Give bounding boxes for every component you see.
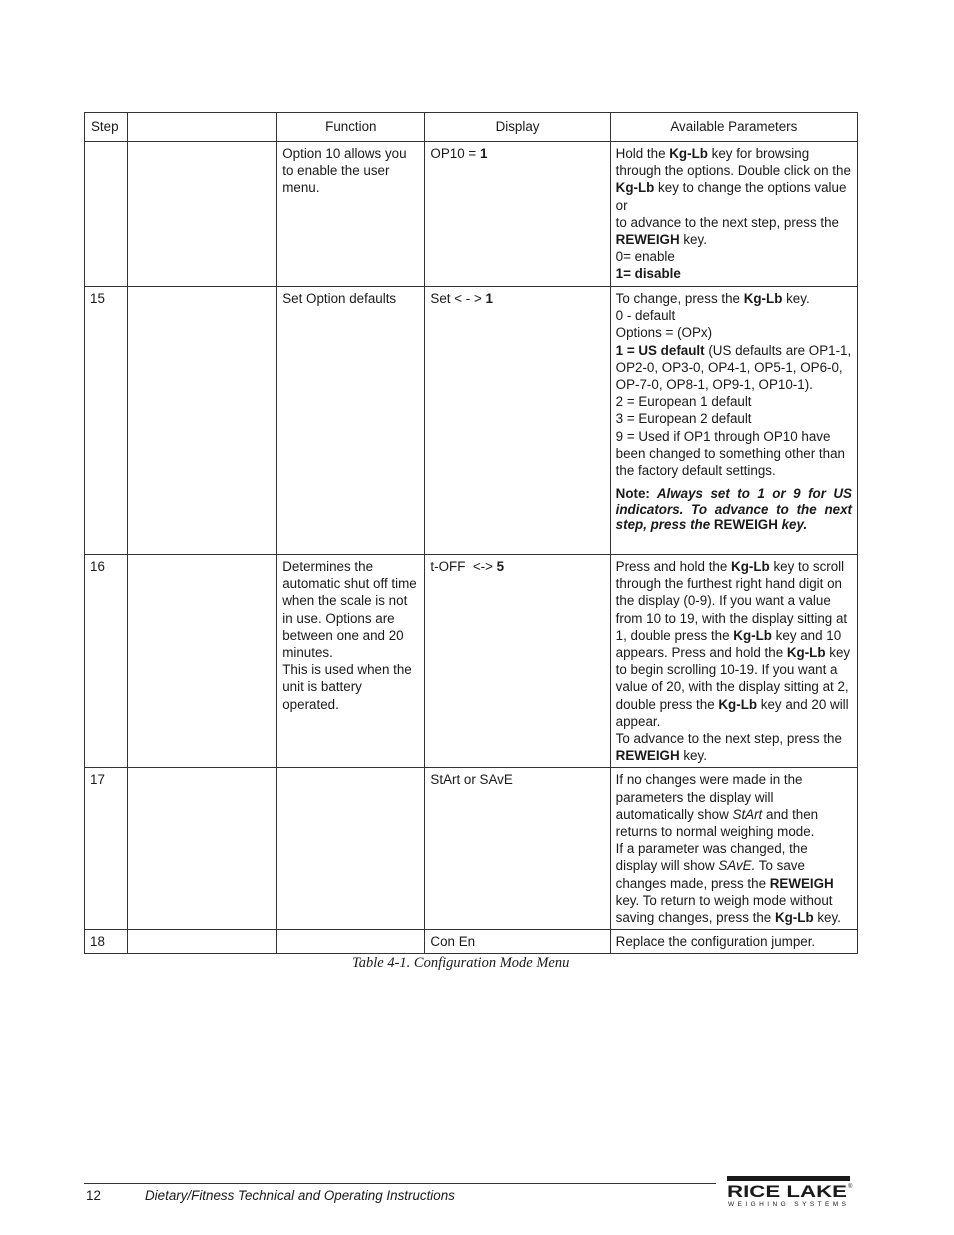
display-cell: OP10 = 1: [425, 142, 610, 287]
footer-title: Dietary/Fitness Technical and Operating Instructions: [145, 1188, 455, 1203]
table-row-18: [85, 930, 858, 954]
step-cell: 17: [85, 768, 128, 930]
function-cell: [277, 930, 425, 954]
table-row-17: [85, 768, 858, 930]
params-cell: If no changes were made in the parameters the display will automatically show StArt and then returns to normal weighing mode. If a parameter was changed, the display will show SAvE. To save changes made, press the REWEIGH key. To return to weigh mode without saving changes, press the Kg-Lb key.: [610, 768, 857, 930]
function-cell: Set Option defaults: [277, 287, 425, 555]
params-cell: Replace the configuration jumper.: [610, 930, 857, 954]
step-cell: 16: [85, 555, 128, 768]
note: Note: Always set to 1 or 9 for US indicators. To advance to the next step, press the REWEIGH key.: [615, 486, 852, 533]
blank-cell: [128, 142, 277, 287]
footer-divider: [84, 1183, 716, 1184]
blank-cell: [128, 555, 277, 768]
page-number: 12: [86, 1188, 101, 1203]
function-cell: [277, 768, 425, 930]
header-params: Available Parameters: [610, 113, 857, 142]
configuration-mode-table: [84, 112, 858, 954]
table-row-op10: [85, 142, 858, 287]
function-cell: Determines the automatic shut off time when the scale is not in use. Options are between one and 20 minutes. This is used when the unit is battery operated.: [277, 555, 425, 768]
display-cell: Set < - > 1: [425, 287, 610, 555]
display-cell: StArt or SAvE: [425, 768, 610, 930]
table-caption: Table 4-1. Configuration Mode Menu: [352, 955, 570, 971]
header-blank: [128, 113, 277, 142]
header-step: Step: [85, 113, 128, 142]
step-cell: 18: [85, 930, 128, 954]
header-display: Display: [425, 113, 610, 142]
logo-wordmark: RICE LAKE: [727, 1183, 847, 1201]
step-cell: 15: [85, 287, 128, 555]
registered-mark: ®: [848, 1184, 853, 1190]
params-cell: Hold the Kg-Lb key for browsing through the options. Double click on the Kg-Lb key to change the options value or to advance to the next step, press the REWEIGH key. 0= enable 1= disable: [610, 142, 857, 287]
display-cell: t-OFF <-> 5: [425, 555, 610, 768]
step-cell: [85, 142, 128, 287]
header-function: Function: [277, 113, 425, 142]
blank-cell: [128, 768, 277, 930]
table-header-row: [85, 113, 858, 142]
display-cell: Con En: [425, 930, 610, 954]
rice-lake-logo: [725, 1174, 853, 1210]
params-cell: Press and hold the Kg-Lb key to scroll through the furthest right hand digit on the display (0-9). If you want a value from 10 to 19, with the display sitting at 1, double press the Kg-Lb key and 10 appears. Press and hold the Kg-Lb key to begin scrolling 10-19. If you want a value of 20, with the display sitting at 2, double press the Kg-Lb key and 20 will appear. To advance to the next step, press the REWEIGH key.: [610, 555, 857, 768]
params-cell: To change, press the Kg-Lb key. 0 - default Options = (OPx) 1 = US default (US defaults are OP1-1, OP2-0, OP3-0, OP4-1, OP5-1, OP6-0, OP-7-0, OP8-1, OP9-1, OP10-1). 2 = European 1 default 3 = European 2 default 9 = Used if OP1 through OP10 have been changed to something other than the factory default settings. Note: Always set to 1 or 9 for US indicators. To advance to the next step, press the REWEIGH key.: [610, 287, 857, 555]
table-row-16: [85, 555, 858, 768]
function-cell: Option 10 allows you to enable the user menu.: [277, 142, 425, 287]
table-row-15: [85, 287, 858, 555]
blank-cell: [128, 930, 277, 954]
logo-subtitle: WEIGHING SYSTEMS: [728, 1201, 846, 1208]
blank-cell: [128, 287, 277, 555]
